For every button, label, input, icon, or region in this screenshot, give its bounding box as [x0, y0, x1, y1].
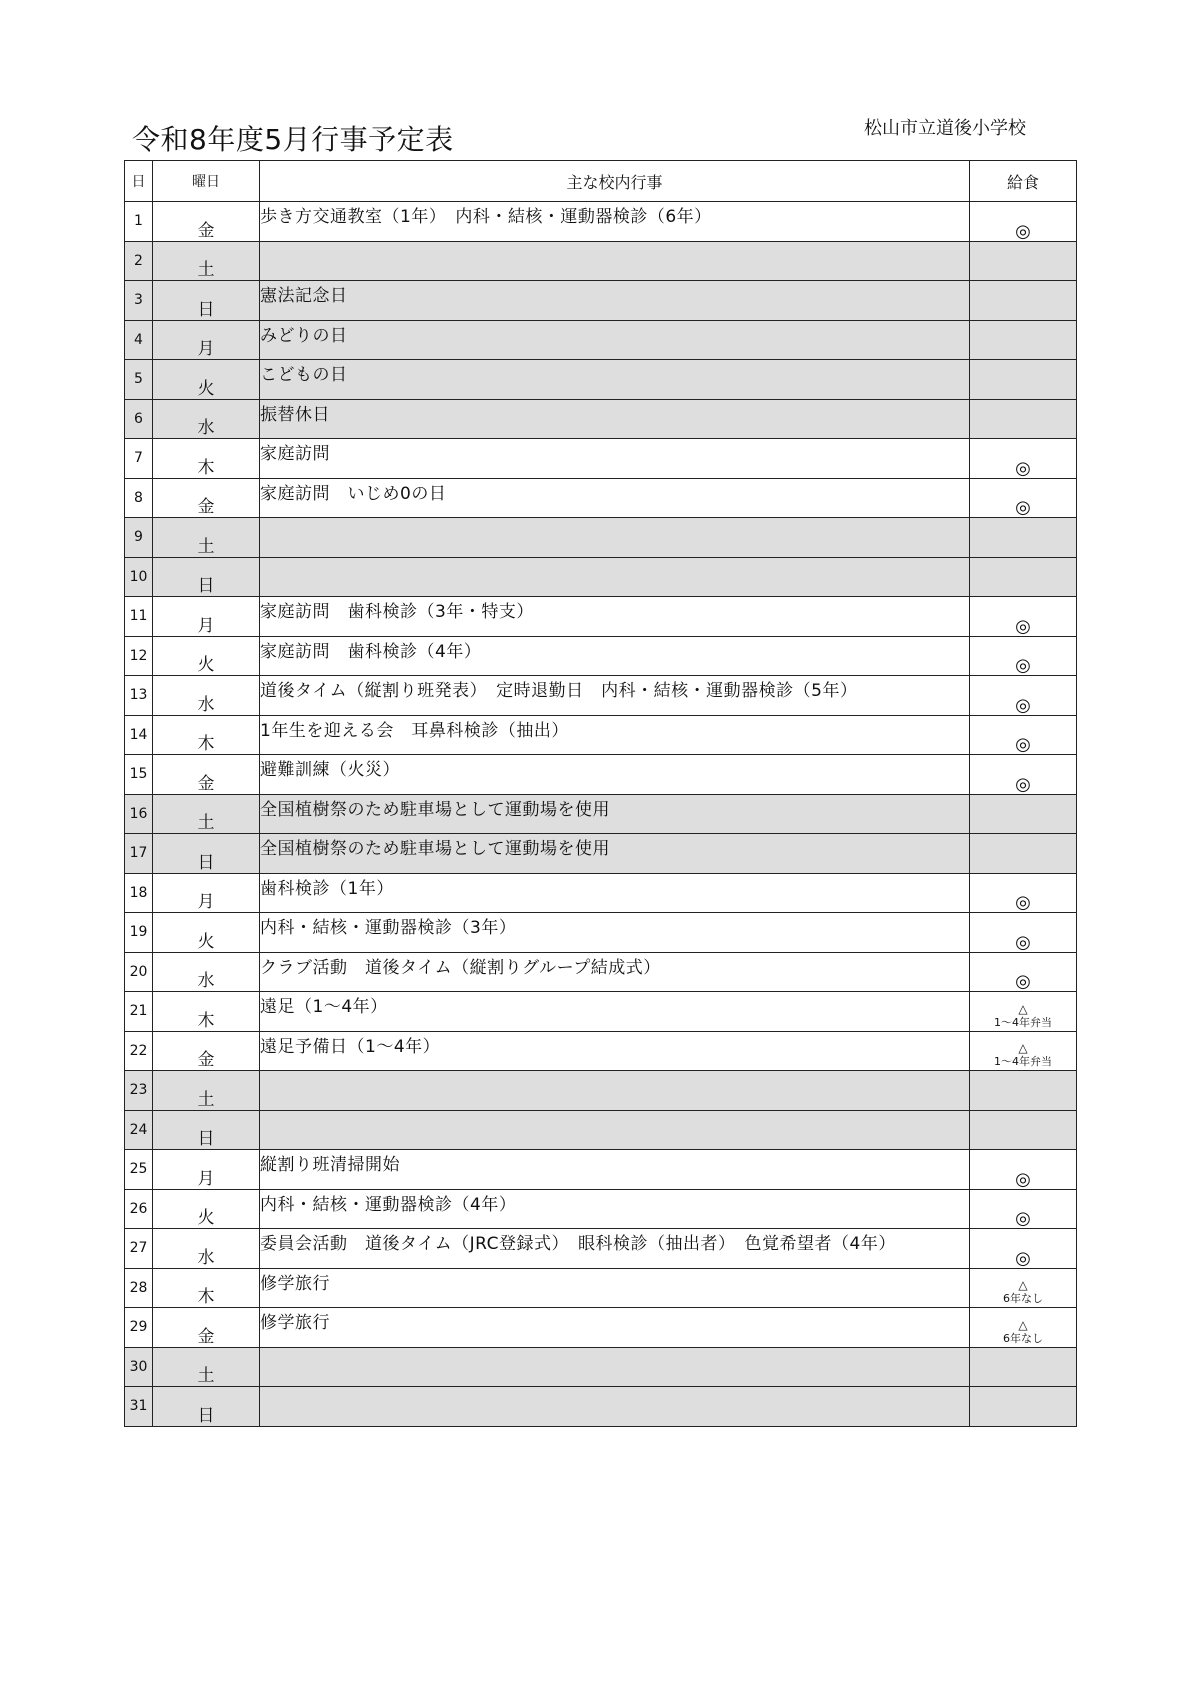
row-lunch — [970, 755, 1077, 795]
row-lunch — [970, 794, 1077, 834]
table-row — [125, 952, 1077, 992]
row-lunch — [970, 1031, 1077, 1071]
column-header-date: 日 — [125, 161, 153, 202]
row-date: 8 — [125, 478, 153, 518]
row-date: 5 — [125, 360, 153, 400]
lunch-mark: ◎ — [1015, 1247, 1031, 1268]
lunch-note: 6年なし — [1003, 1331, 1043, 1345]
row-date: 23 — [125, 1071, 153, 1111]
lunch-mark: ◎ — [1015, 694, 1031, 715]
document-title: 令和8年度5月行事予定表 — [132, 123, 454, 156]
row-lunch — [970, 952, 1077, 992]
row-events — [260, 518, 970, 558]
row-lunch — [970, 439, 1077, 479]
row-date: 13 — [125, 676, 153, 716]
lunch-note: 6年なし — [1003, 1292, 1043, 1305]
row-weekday: 金 — [153, 1308, 260, 1348]
row-events: 縦割り班清掃開始 — [260, 1150, 970, 1190]
row-lunch — [970, 1110, 1077, 1150]
row-weekday: 日 — [153, 834, 260, 874]
table-row — [125, 320, 1077, 360]
row-weekday: 火 — [153, 636, 260, 676]
row-events: 振替休日 — [260, 399, 970, 439]
row-weekday: 金 — [153, 755, 260, 795]
row-date: 16 — [125, 794, 153, 834]
row-weekday: 日 — [153, 1387, 260, 1427]
row-events: 修学旅行 — [260, 1268, 970, 1308]
column-header-lunch: 給食 — [970, 161, 1077, 202]
row-events: 家庭訪問 歯科検診（3年・特支） — [260, 597, 970, 637]
row-events: 遠足（1～4年） — [260, 992, 970, 1032]
row-events: 内科・結核・運動器検診（3年） — [260, 913, 970, 953]
row-events: 道後タイム（縦割り班発表） 定時退勤日 内科・結核・運動器検診（5年） — [260, 676, 970, 716]
row-lunch — [970, 1347, 1077, 1387]
lunch-mark: ◎ — [1015, 457, 1031, 478]
table-row — [125, 992, 1077, 1032]
row-events: 歯科検診（1年） — [260, 873, 970, 913]
row-date: 30 — [125, 1347, 153, 1387]
table-row — [125, 202, 1077, 242]
lunch-mark: △ — [1018, 1317, 1028, 1332]
row-events: こどもの日 — [260, 360, 970, 400]
row-events — [260, 1387, 970, 1427]
row-weekday: 土 — [153, 794, 260, 834]
row-events — [260, 1347, 970, 1387]
table-row — [125, 478, 1077, 518]
row-weekday: 月 — [153, 597, 260, 637]
table-row — [125, 597, 1077, 637]
lunch-note: 1～4年弁当 — [994, 1015, 1052, 1029]
lunch-mark: ◎ — [1015, 655, 1031, 676]
row-events: 全国植樹祭のため駐車場として運動場を使用 — [260, 794, 970, 834]
table-row — [125, 676, 1077, 716]
row-date: 3 — [125, 281, 153, 321]
table-row — [125, 281, 1077, 321]
table-row — [125, 557, 1077, 597]
row-lunch — [970, 1268, 1077, 1308]
row-weekday: 水 — [153, 1229, 260, 1269]
lunch-mark: ◎ — [1015, 971, 1031, 992]
row-lunch — [970, 1189, 1077, 1229]
row-lunch — [970, 518, 1077, 558]
table-row — [125, 399, 1077, 439]
schedule-body — [125, 202, 1077, 1427]
row-weekday: 月 — [153, 873, 260, 913]
row-date: 17 — [125, 834, 153, 874]
row-events — [260, 1110, 970, 1150]
row-date: 11 — [125, 597, 153, 637]
row-weekday: 日 — [153, 1110, 260, 1150]
table-row — [125, 241, 1077, 281]
table-row — [125, 518, 1077, 558]
row-lunch — [970, 241, 1077, 281]
lunch-mark: ◎ — [1015, 892, 1031, 913]
row-lunch — [970, 873, 1077, 913]
row-date: 29 — [125, 1308, 153, 1348]
row-lunch — [970, 676, 1077, 716]
table-row — [125, 439, 1077, 479]
row-lunch — [970, 399, 1077, 439]
table-row — [125, 873, 1077, 913]
row-date: 12 — [125, 636, 153, 676]
table-row — [125, 715, 1077, 755]
row-events: 家庭訪問 いじめ0の日 — [260, 478, 970, 518]
lunch-mark: △ — [1018, 1278, 1028, 1292]
table-row — [125, 755, 1077, 795]
row-date: 10 — [125, 557, 153, 597]
row-weekday: 日 — [153, 281, 260, 321]
row-lunch — [970, 715, 1077, 755]
row-date: 26 — [125, 1189, 153, 1229]
row-events: 委員会活動 道後タイム（JRC登録式） 眼科検診（抽出者） 色覚希望者（4年） — [260, 1229, 970, 1269]
row-events: 避難訓練（火災） — [260, 755, 970, 795]
row-lunch — [970, 1387, 1077, 1427]
lunch-note: 1～4年弁当 — [994, 1055, 1052, 1068]
row-weekday: 水 — [153, 676, 260, 716]
table-row — [125, 1268, 1077, 1308]
row-lunch — [970, 281, 1077, 321]
row-weekday: 土 — [153, 1071, 260, 1111]
row-weekday: 土 — [153, 241, 260, 281]
row-lunch — [970, 992, 1077, 1032]
row-events: 内科・結核・運動器検診（4年） — [260, 1189, 970, 1229]
table-row — [125, 913, 1077, 953]
table-row — [125, 834, 1077, 874]
table-row — [125, 1229, 1077, 1269]
row-events — [260, 557, 970, 597]
school-name: 松山市立道後小学校 — [864, 118, 1026, 139]
row-weekday: 木 — [153, 439, 260, 479]
lunch-mark: ◎ — [1015, 773, 1031, 794]
row-lunch — [970, 320, 1077, 360]
row-events — [260, 1071, 970, 1111]
row-lunch — [970, 1308, 1077, 1348]
row-events: 歩き方交通教室（1年） 内科・結核・運動器検診（6年） — [260, 202, 970, 242]
lunch-mark: ◎ — [1015, 734, 1031, 755]
row-date: 6 — [125, 399, 153, 439]
row-weekday: 水 — [153, 952, 260, 992]
schedule-table — [124, 160, 1077, 1427]
row-lunch — [970, 636, 1077, 676]
table-row — [125, 1071, 1077, 1111]
row-lunch — [970, 834, 1077, 874]
row-date: 7 — [125, 439, 153, 479]
row-date: 9 — [125, 518, 153, 558]
row-events: みどりの日 — [260, 320, 970, 360]
row-events: クラブ活動 道後タイム（縦割りグループ結成式） — [260, 952, 970, 992]
row-date: 4 — [125, 320, 153, 360]
table-row — [125, 1150, 1077, 1190]
column-header-day: 曜日 — [153, 161, 260, 202]
table-row — [125, 1031, 1077, 1071]
row-weekday: 月 — [153, 1150, 260, 1190]
row-weekday: 土 — [153, 1347, 260, 1387]
row-lunch — [970, 557, 1077, 597]
row-weekday: 月 — [153, 320, 260, 360]
lunch-mark: ◎ — [1015, 497, 1031, 518]
row-events: 家庭訪問 — [260, 439, 970, 479]
lunch-mark: ◎ — [1015, 220, 1031, 241]
row-lunch — [970, 360, 1077, 400]
row-events: 修学旅行 — [260, 1308, 970, 1348]
row-weekday: 金 — [153, 202, 260, 242]
row-events: 遠足予備日（1～4年） — [260, 1031, 970, 1071]
row-date: 14 — [125, 715, 153, 755]
table-row — [125, 794, 1077, 834]
row-weekday: 火 — [153, 1189, 260, 1229]
table-row — [125, 1189, 1077, 1229]
row-events: 家庭訪問 歯科検診（4年） — [260, 636, 970, 676]
table-row — [125, 1387, 1077, 1427]
lunch-mark: ◎ — [1015, 1168, 1031, 1189]
lunch-mark: △ — [1018, 1041, 1028, 1055]
table-row — [125, 360, 1077, 400]
row-weekday: 木 — [153, 992, 260, 1032]
row-weekday: 火 — [153, 913, 260, 953]
row-weekday: 水 — [153, 399, 260, 439]
column-header-events: 主な校内行事 — [260, 161, 970, 202]
row-weekday: 土 — [153, 518, 260, 558]
table-row — [125, 1347, 1077, 1387]
row-events: 憲法記念日 — [260, 281, 970, 321]
row-lunch — [970, 1071, 1077, 1111]
row-lunch — [970, 597, 1077, 637]
row-date: 1 — [125, 202, 153, 242]
row-events: 1年生を迎える会 耳鼻科検診（抽出） — [260, 715, 970, 755]
row-lunch — [970, 202, 1077, 242]
row-lunch — [970, 913, 1077, 953]
row-weekday: 金 — [153, 1031, 260, 1071]
row-date: 31 — [125, 1387, 153, 1427]
row-lunch — [970, 1150, 1077, 1190]
table-row — [125, 1110, 1077, 1150]
row-lunch — [970, 478, 1077, 518]
row-weekday: 木 — [153, 715, 260, 755]
row-date: 19 — [125, 913, 153, 953]
lunch-mark: △ — [1018, 1001, 1028, 1016]
row-events — [260, 241, 970, 281]
row-date: 28 — [125, 1268, 153, 1308]
row-date: 15 — [125, 755, 153, 795]
table-row — [125, 636, 1077, 676]
lunch-mark: ◎ — [1015, 1208, 1031, 1229]
table-header-row — [125, 161, 1077, 202]
lunch-mark: ◎ — [1015, 615, 1031, 636]
lunch-mark: ◎ — [1015, 931, 1031, 952]
row-date: 25 — [125, 1150, 153, 1190]
row-date: 22 — [125, 1031, 153, 1071]
row-events: 全国植樹祭のため駐車場として運動場を使用 — [260, 834, 970, 874]
table-row — [125, 1308, 1077, 1348]
row-date: 24 — [125, 1110, 153, 1150]
row-weekday: 火 — [153, 360, 260, 400]
row-weekday: 金 — [153, 478, 260, 518]
row-date: 18 — [125, 873, 153, 913]
row-lunch — [970, 1229, 1077, 1269]
row-date: 27 — [125, 1229, 153, 1269]
row-date: 2 — [125, 241, 153, 281]
row-date: 20 — [125, 952, 153, 992]
row-date: 21 — [125, 992, 153, 1032]
row-weekday: 日 — [153, 557, 260, 597]
row-weekday: 木 — [153, 1268, 260, 1308]
